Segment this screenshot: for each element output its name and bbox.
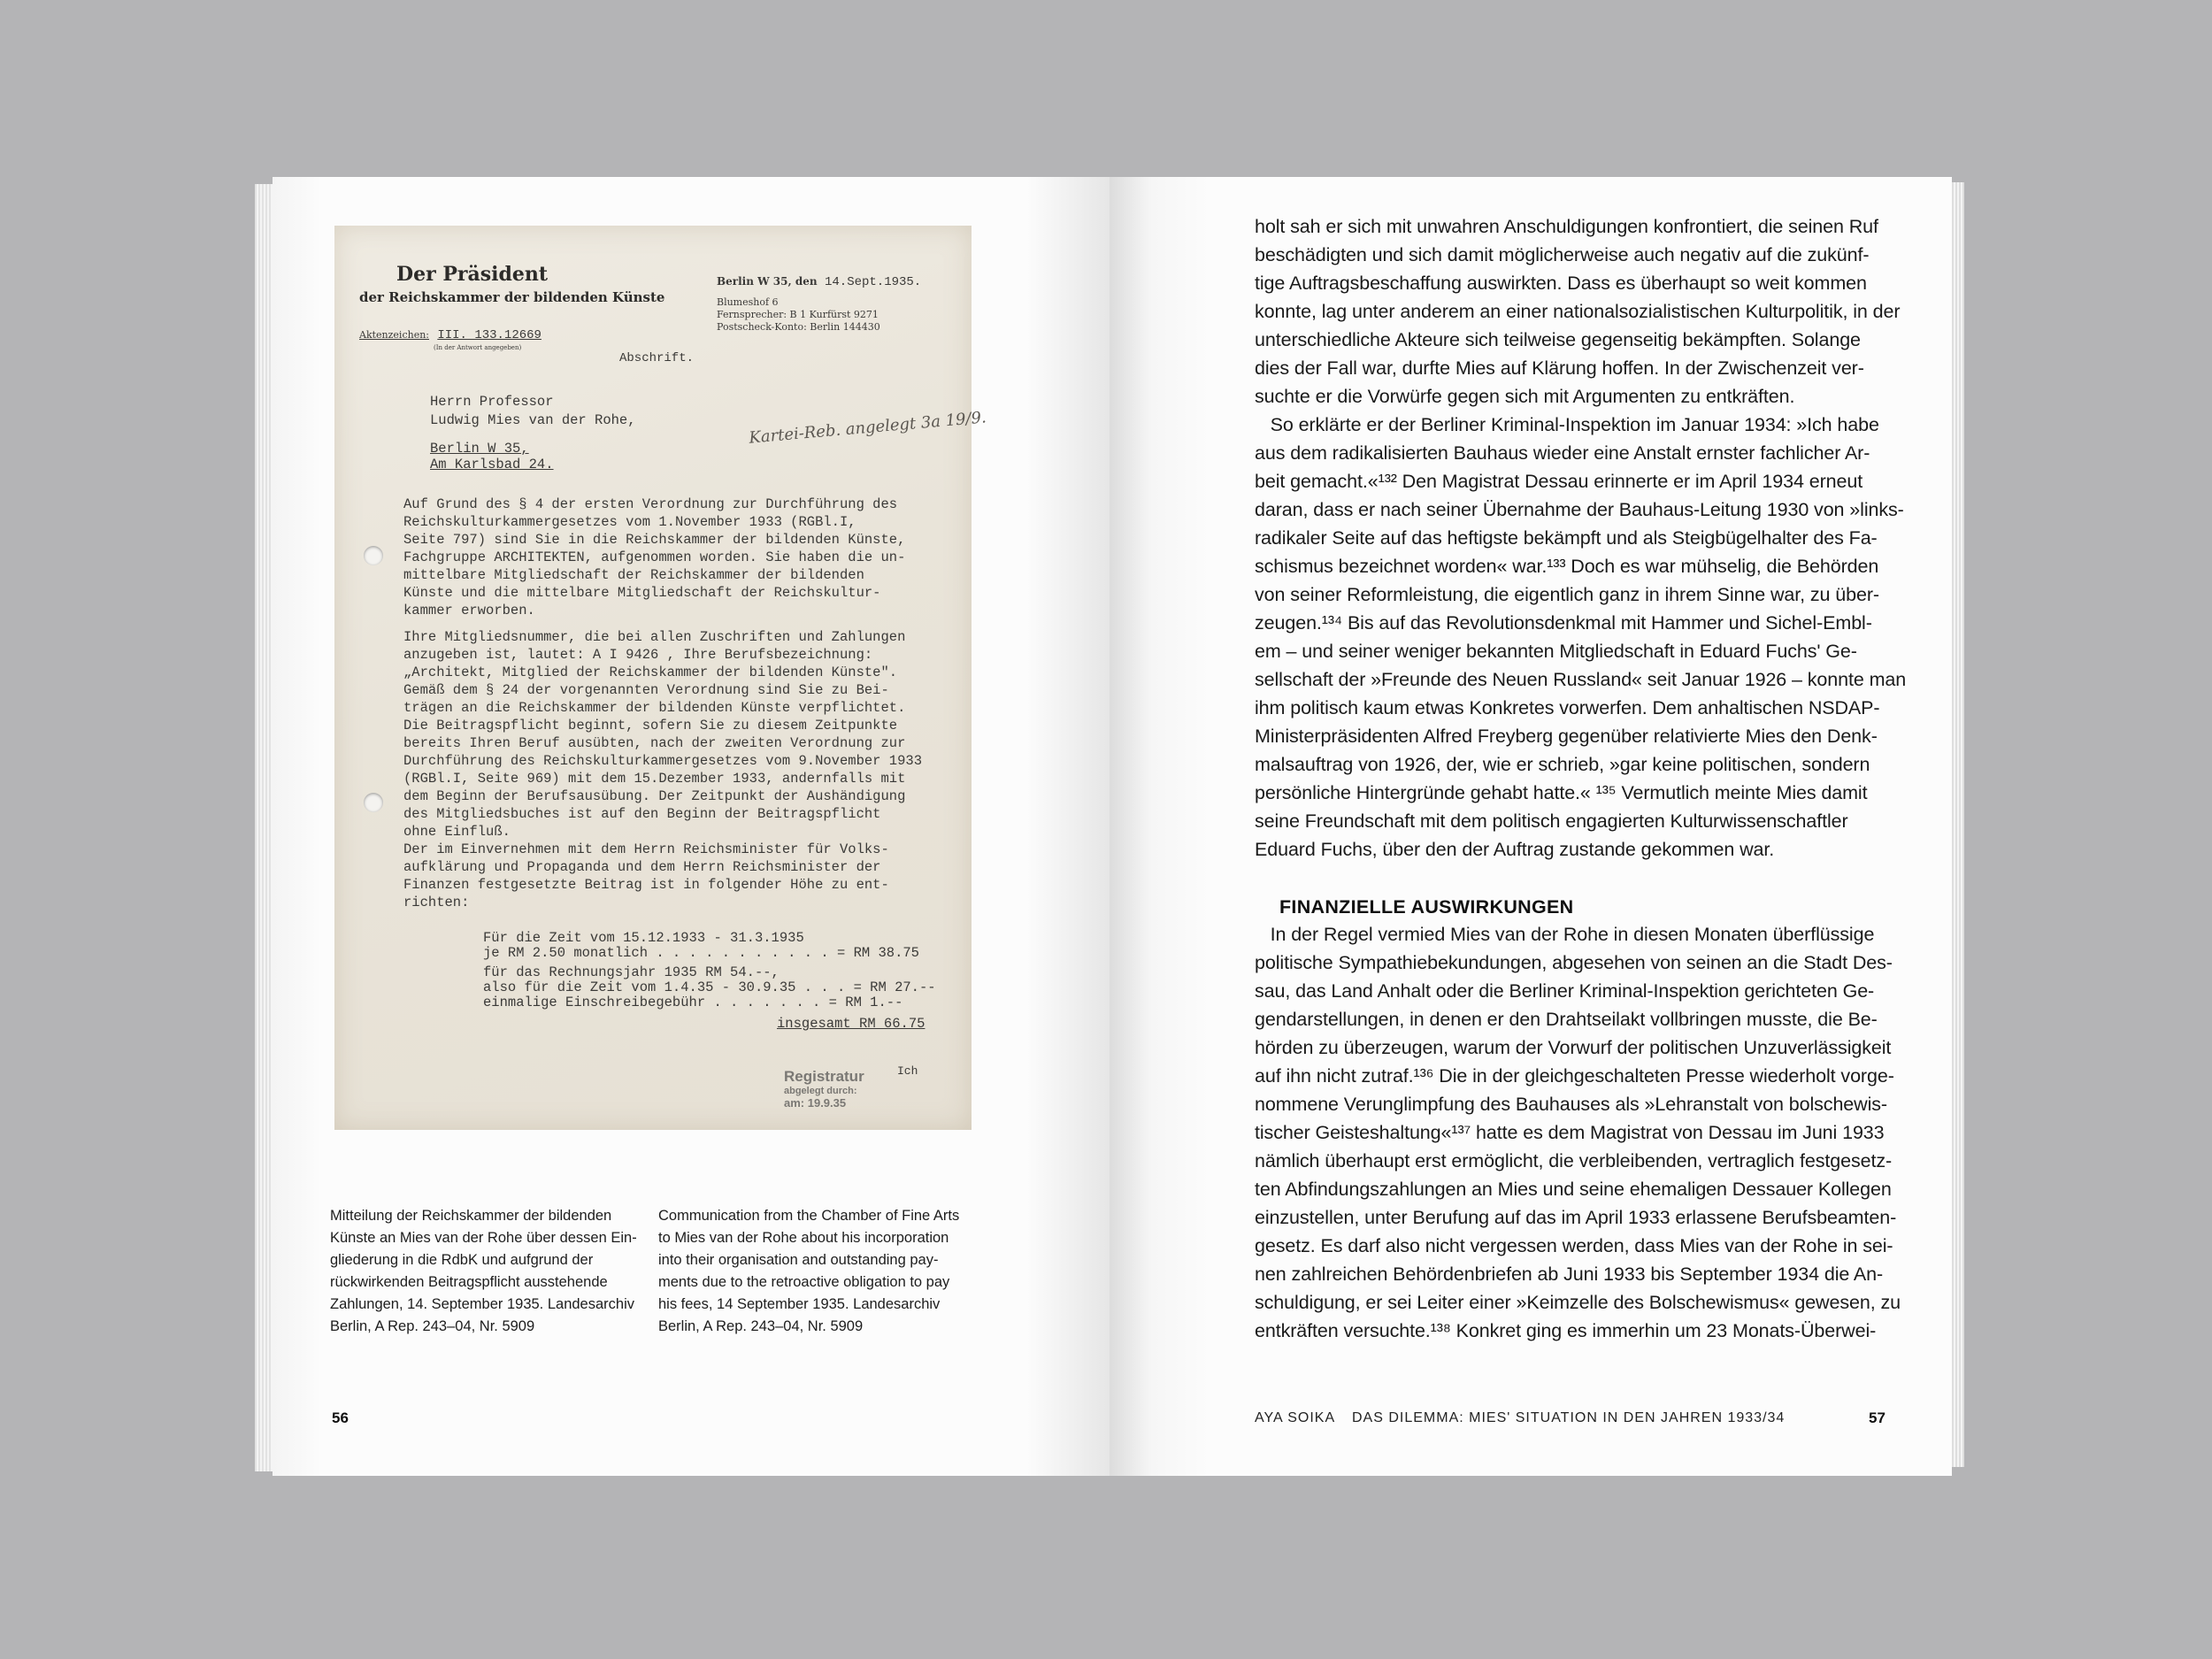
stamp-line: am: 19.9.35 [784,1096,847,1110]
body-line: bereits Ihren Beruf ausübten, nach der zweiten Verordnung zur [403,735,906,751]
file-ref-value: III. 133.12669 [437,328,541,342]
punch-hole-bottom [364,793,383,812]
stamp-title: Registratur [784,1068,864,1085]
body-line: anzugeben ist, lautet: A I 9426 , Ihre Berufsbezeichnung: [403,647,873,663]
text-line: sau, das Land Anhalt oder die Berliner Kriminal-Inspektion gerichteten Ge- [1255,980,1875,1002]
body-line: „Architekt, Mitglied der Reichskammer der bildenden Künste". [403,664,898,680]
running-title: DAS DILEMMA: MIES' SITUATION IN DEN JAHREN 1933/34 [1352,1410,1786,1425]
text-line: schismus bezeichnet worden« war.¹³³ Doch es war mühselig, die Behörden [1255,556,1879,577]
page-number-right: 57 [1869,1409,1886,1426]
text-line: In der Regel vermied Mies van der Rohe in diesen Monaten überflüssige [1255,924,1875,945]
text-line: suchte er die Vorwürfe gegen sich mit Argumenten zu entkräften. [1255,386,1795,407]
fee-line: Für die Zeit vom 15.12.1933 - 31.3.1935 [483,930,804,946]
recipient-line: Herrn Professor [430,394,554,410]
body-line: Finanzen festgesetzte Beitrag ist in folgender Höhe zu ent- [403,877,889,893]
body-line: kammer erworben. [403,603,535,618]
text-line: dies der Fall war, durfte Mies auf Klärung hoffen. In der Zwischenzeit ver- [1255,357,1864,379]
caption-line: Berlin, A Rep. 243–04, Nr. 5909 [330,1318,535,1334]
body-line: Seite 797) sind Sie in die Reichskammer der bildenden Künste, [403,532,906,548]
fee-line: je RM 2.50 monatlich . . . . . . . . . . . = RM 38.75 [483,945,919,961]
body-line: aufklärung und Propaganda und dem Herrn Reichsminister der [403,859,881,875]
text-line: nen zahlreichen Behördenbriefen ab Juni 1933 bis September 1934 die An- [1255,1263,1884,1285]
text-line: von seiner Reformleistung, die eigentlich ganz in ihrem Sinne war, zu über- [1255,584,1879,605]
caption-line: to Mies van der Rohe about his incorporation [658,1230,949,1246]
file-ref-label: Aktenzeichen: [359,329,429,341]
text-line: hörden zu überzeugen, warum der Vorwurf der politischen Unzuverlässigkeit [1255,1037,1892,1058]
text-line: aus dem radikalisierten Bauhaus wieder eine Anstalt ernster fachlicher Ar- [1255,442,1870,464]
text-line: entkräften versuchte.¹³⁸ Konkret ging es immerhin um 23 Monats-Überwei- [1255,1320,1877,1341]
place-date-prefix: Berlin W 35, den [717,275,818,288]
page-number-left: 56 [332,1409,349,1426]
caption-line: Zahlungen, 14. September 1935. Landesarchiv [330,1296,634,1312]
text-line: holt sah er sich mit unwahren Anschuldigungen konfrontiert, die seinen Ruf [1255,216,1878,237]
text-line: persönliche Hintergründe gehabt hatte.« ¹³⁵ Vermutlich meinte Mies damit [1255,782,1868,803]
text-line: beit gemacht.«¹³² Den Magistrat Dessau erinnerte er im April 1934 erneut [1255,471,1863,492]
text-line: gesetz. Es darf also nicht vergessen werden, dass Mies van der Rohe in sei- [1255,1235,1893,1256]
text-line: auf ihn nicht zutraf.¹³⁶ Die in der gleichgeschalteten Presse wiederholt vorge- [1255,1065,1894,1087]
text-line: zeugen.¹³⁴ Bis auf das Revolutionsdenkmal mit Hammer und Sichel-Embl- [1255,612,1872,634]
body-line: richten: [403,895,470,910]
document-scan [334,226,987,1130]
place-date [717,275,921,289]
text-line: ten Abfindungszahlungen an Mies und seine ehemaligen Dessauer Kollegen [1255,1179,1892,1200]
recipient-line: Ludwig Mies van der Rohe, [430,412,636,428]
body-line: trägen an die Reichskammer der bildenden Künste verpflichtet. [403,700,906,716]
body-line: Die Beitragspflicht beginnt, sofern Sie zu diesem Zeitpunkte [403,718,898,733]
recipient-line: Am Karlsbad 24. [430,457,554,472]
text-line: ihm politisch kaum etwas Konkretes vorwerfen. Dem anhaltischen NSDAP- [1255,697,1880,718]
body-line: des Mitgliedsbuches ist auf den Beginn der Beitragspflicht [403,806,881,822]
text-line: daran, dass er nach seiner Übernahme der Bauhaus-Leitung 1930 von »links- [1255,499,1904,520]
fee-line: für das Rechnungsjahr 1935 RM 54.--, [483,964,780,980]
section-heading: FINANZIELLE AUSWIRKUNGEN [1279,896,1574,918]
caption-line: Communication from the Chamber of Fine Arts [658,1208,960,1224]
text-line: So erklärte er der Berliner Kriminal-Inspektion im Januar 1934: »Ich habe [1255,414,1879,435]
text-line: nämlich überhaupt erst ermöglicht, die verbleibenden, vertraglich festgesetz- [1255,1150,1893,1171]
body-line: Der im Einvernehmen mit dem Herrn Reichsminister für Volks- [403,841,889,857]
text-line: sellschaft der »Freunde des Neuen Russland« seit Januar 1926 – konnte man [1255,669,1907,690]
place-date-value: 14.Sept.1935. [824,275,922,289]
body-line: dem Beginn der Berufsausübung. Der Zeitpunkt der Aushändigung [403,788,906,804]
text-line: einzustellen, unter Berufung auf das im April 1933 erlassene Berufsbeamten- [1255,1207,1897,1228]
address-line-2: Fernsprecher: B 1 Kurfürst 9271 [717,309,879,320]
body-line: Auf Grund des § 4 der ersten Verordnung zur Durchführung des [403,496,898,512]
fee-line: einmalige Einschreibegebühr . . . . . . . = RM 1.-- [483,995,903,1010]
caption-line: into their organisation and outstanding pay- [658,1252,939,1268]
body-line: (RGBl.I, Seite 969) mit dem 15.Dezember 1933, andernfalls mit [403,771,906,787]
text-line: tige Auftragsbeschaffung auswirkten. Dass es überhaupt so weit kommen [1255,273,1867,294]
body-line: Reichskulturkammergesetzes vom 1.November 1933 (RGBl.I, [403,514,856,530]
body-line: Durchführung des Reichskulturkammergesetzes vom 9.November 1933 [403,753,922,769]
caption-line: gliederung in die RdbK und aufgrund der [330,1252,594,1268]
text-line: politische Sympathiebekundungen, abgesehen von seinen an die Stadt Des- [1255,952,1893,973]
caption-line: his fees, 14 September 1935. Landesarchiv [658,1296,941,1312]
letterhead-subtitle: der Reichskammer der bildenden Künste [359,289,665,305]
body-line: Fachgruppe ARCHITEKTEN, aufgenommen worden. Sie haben die un- [403,549,906,565]
fee-line: also für die Zeit vom 1.4.35 - 30.9.35 . . . = RM 27.-- [483,979,936,995]
recipient-line: Berlin W 35, [430,441,529,457]
text-line: tischer Geisteshaltung«¹³⁷ hatte es dem Magistrat von Dessau im Juni 1933 [1255,1122,1885,1143]
letterhead-title: Der Präsident [396,263,548,286]
address-line-1: Blumeshof 6 [717,296,779,308]
body-line: Künste und die mittelbare Mitgliedschaft der Reichskultur- [403,585,881,601]
text-line: radikaler Seite auf das heftigste bekämpft und als Steigbügelhalter des Fa- [1255,527,1878,549]
body-line: mittelbare Mitgliedschaft der Reichskammer der bildenden [403,567,864,583]
address-line-3: Postscheck-Konto: Berlin 144430 [717,321,880,333]
text-line: unterschiedliche Akteure sich teilweise gegenseitig bekämpften. Solange [1255,329,1861,350]
handwritten-note: Kartei-Reb. angelegt 3a 19/9. [748,408,987,448]
file-reference [359,326,541,342]
stamp-line: abgelegt durch: [784,1086,857,1096]
caption-line: Berlin, A Rep. 243–04, Nr. 5909 [658,1318,864,1334]
text-line: Eduard Fuchs, über den der Auftrag zustande gekommen war. [1255,839,1775,860]
text-line: beschädigten und sich damit möglicherweise auch negativ auf die zukünf- [1255,244,1870,265]
text-line: nommene Verunglimpfung des Bauhauses als »Lehranstalt von bolschewis- [1255,1094,1887,1115]
initials: Ich [897,1064,918,1078]
copy-label: Abschrift. [619,351,695,365]
running-author: AYA SOIKA [1255,1410,1336,1425]
registry-stamp [784,1068,864,1110]
text-line: malsauftrag von 1926, der, wie er schrieb, »gar keine politischen, sondern [1255,754,1870,775]
text-line: seine Freundschaft mit dem politisch engagierten Kulturwissenschaftler [1255,810,1848,832]
body-line: ohne Einfluß. [403,824,511,840]
caption-line: Künste an Mies van der Rohe über dessen Ein- [330,1230,637,1246]
text-line: schuldigung, er sei Leiter einer »Keimzelle des Bolschewismus« gewesen, zu [1255,1292,1901,1313]
caption-line: Mitteilung der Reichskammer der bildenden [330,1208,612,1224]
fee-total: insgesamt RM 66.75 [777,1016,926,1032]
text-line: gendarstellungen, in denen er den Drahtseilakt vollbringen musste, die Be- [1255,1009,1878,1030]
file-ref-note: (In der Antwort angegeben) [434,344,522,351]
text-line: Ministerpräsidenten Alfred Freyberg gegenüber relativierte Mies den Denk- [1255,726,1878,747]
body-line: Ihre Mitgliedsnummer, die bei allen Zuschriften und Zahlungen [403,629,906,645]
caption-line: rückwirkenden Beitragspflicht ausstehende [330,1274,608,1290]
body-line: Gemäß dem § 24 der vorgenannten Verordnung sind Sie zu Bei- [403,682,889,698]
punch-hole-top [364,546,383,565]
text-line: em – und seiner weniger bekannten Mitgliedschaft in Eduard Fuchs' Ge- [1255,641,1857,662]
caption-line: ments due to the retroactive obligation to pay [658,1274,950,1290]
text-line: konnte, lag unter anderem an einer nationalsozialistischen Kulturpolitik, in der [1255,301,1901,322]
